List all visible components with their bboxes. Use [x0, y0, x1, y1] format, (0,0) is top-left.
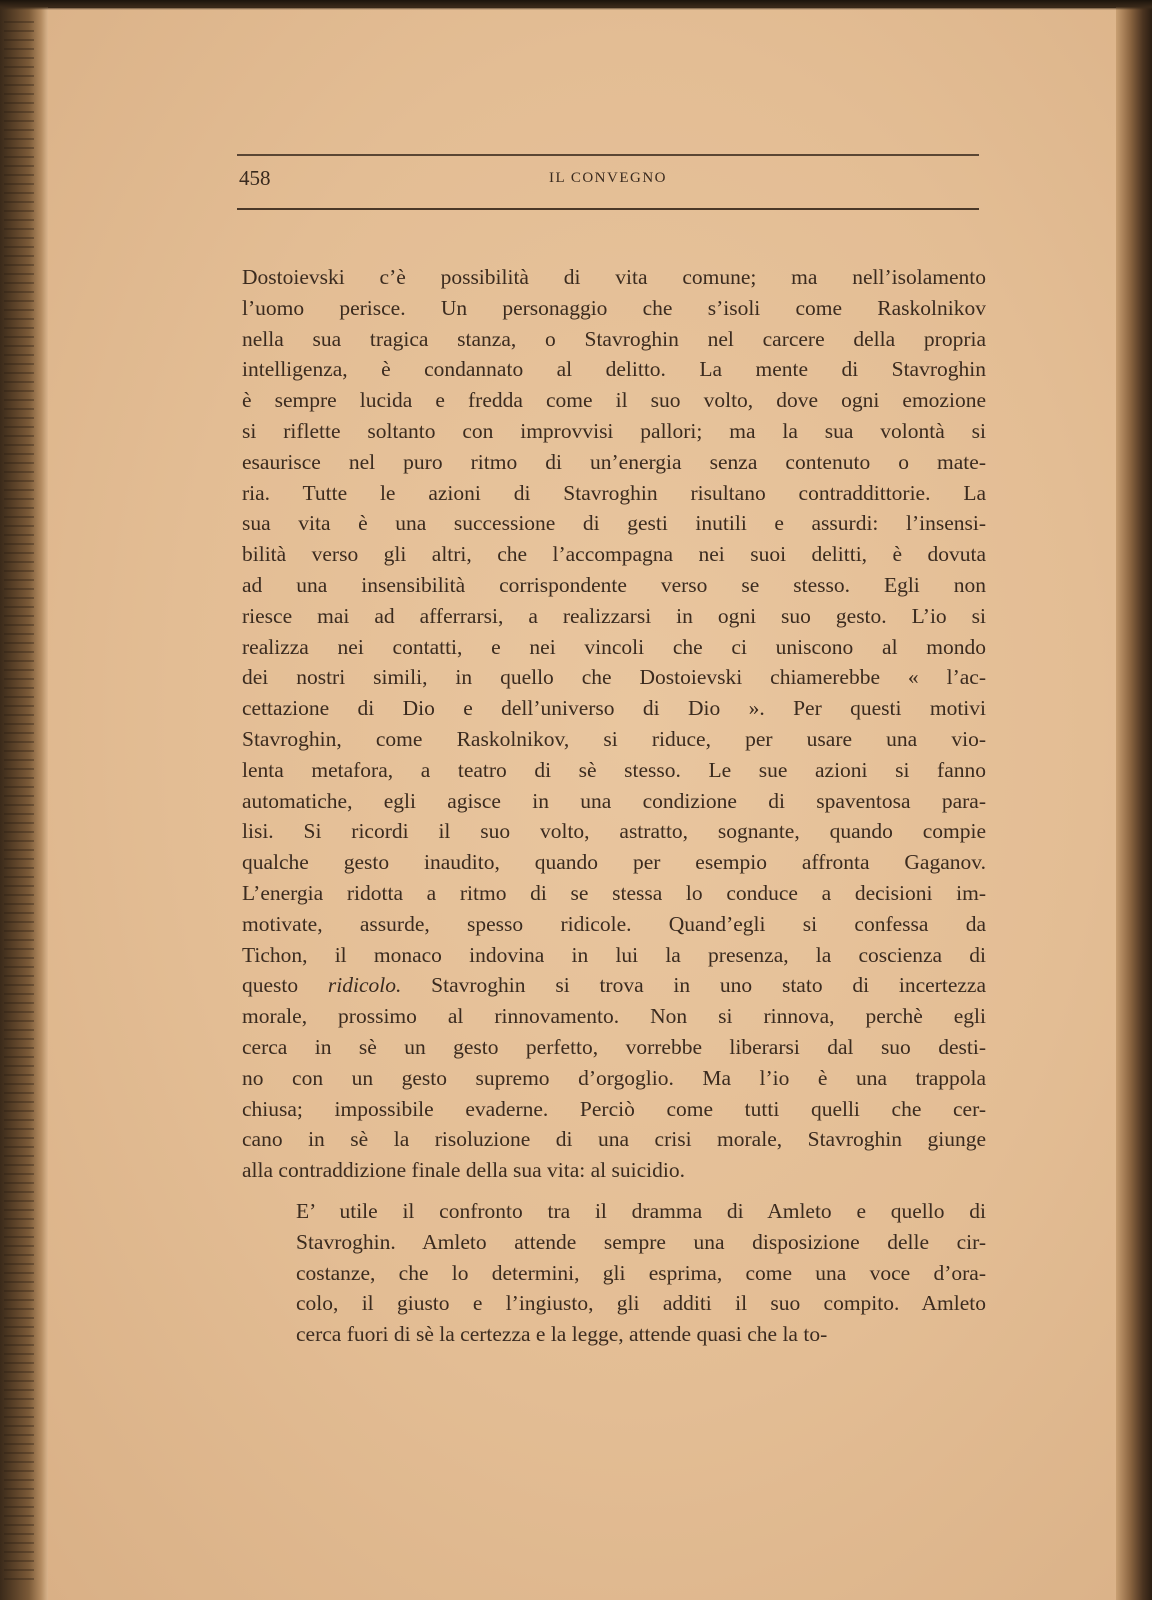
text-line: L’energia ridotta a ritmo di se stessa lo conduce a decisioni im- — [242, 880, 986, 905]
text-line: questo ridicolo. Stavroghin si trova in uno stato di incertezza — [242, 973, 986, 998]
text-line: cerca in sè un gesto perfetto, vorrebbe liberarsi dal suo desti- — [242, 1034, 986, 1059]
body-text — [242, 262, 986, 1350]
text-line: Stavroghin, come Raskolnikov, si riduce, per usare una vio- — [242, 726, 986, 751]
paragraph — [242, 262, 986, 1186]
text-line: Dostoievski c’è possibilità di vita comune; ma nell’isolamento — [242, 265, 986, 289]
text-line: sua vita è una successione di gesti inutili e assurdi: l’insensi- — [242, 511, 986, 536]
text-line: realizza nei contatti, e nei vincoli che ci uniscono al mondo — [242, 634, 986, 659]
text-line: colo, il giusto e l’ingiusto, gli additi il suo compito. Amleto — [296, 1291, 986, 1316]
header-rule-top — [237, 154, 979, 156]
header-rule-bottom — [237, 208, 979, 210]
text-line: Stavroghin. Amleto attende sempre una disposizione delle cir- — [296, 1229, 986, 1254]
text-line: costanze, che lo determini, gli esprima, come una voce d’ora- — [296, 1260, 986, 1285]
text-line: esaurisce nel puro ritmo di un’energia senza contenuto o mate- — [242, 449, 986, 474]
text-line: cettazione di Dio e dell’universo di Dio ». Per questi motivi — [242, 696, 986, 721]
text-line: cerca fuori di sè la certezza e la legge, attende quasi che la to- — [296, 1322, 828, 1347]
text-line: nella sua tragica stanza, o Stavroghin nel carcere della propria — [242, 326, 986, 351]
text-line: Tichon, il monaco indovina in lui la presenza, la coscienza di — [242, 942, 986, 967]
text-line: lenta metafora, a teatro di sè stesso. Le sue azioni si fanno — [242, 757, 986, 782]
binding-texture — [4, 20, 34, 1580]
text-line: alla contraddizione finale della sua vita: al suicidio. — [242, 1158, 685, 1183]
text-line: lisi. Si ricordi il suo volto, astratto, sognante, quando compie — [242, 819, 986, 844]
running-title: IL CONVEGNO — [548, 170, 667, 186]
text-line: l’uomo perisce. Un personaggio che s’isoli come Raskolnikov — [242, 295, 986, 320]
text-line: è sempre lucida e fredda come il suo volto, dove ogni emozione — [242, 388, 986, 413]
text-line: chiusa; impossibile evaderne. Perciò come tutti quelli che cer- — [242, 1096, 986, 1121]
paragraph — [242, 1196, 986, 1350]
text-line: intelligenza, è condannato al delitto. La mente di Stavroghin — [242, 357, 986, 382]
text-line: motivate, assurde, spesso ridicole. Quand’egli si confessa da — [242, 911, 986, 936]
text-line: ria. Tutte le azioni di Stavroghin risultano contraddittorie. La — [242, 480, 986, 505]
text-line: cano in sè la risoluzione di una crisi morale, Stavroghin giunge — [242, 1127, 986, 1152]
text-line: bilità verso gli altri, che l’accompagna nei suoi delitti, è dovuta — [242, 542, 986, 567]
text-line: automatiche, egli agisce in una condizione di spaventosa para- — [242, 788, 986, 813]
text-line: E’ utile il confronto tra il dramma di Amleto e quello di — [296, 1198, 986, 1223]
text-line: dei nostri simili, in quello che Dostoievski chiamerebbe « l’ac- — [242, 665, 986, 690]
text-line: morale, prossimo al rinnovamento. Non si rinnova, perchè egli — [242, 1004, 986, 1029]
page-edge-right — [1116, 0, 1152, 1600]
text-line: ad una insensibilità corrispondente verso se stesso. Egli non — [242, 572, 986, 597]
text-line: qualche gesto inaudito, quando per esempio affronta Gaganov. — [242, 850, 986, 875]
text-line: no con un gesto supremo d’orgoglio. Ma l’io è una trappola — [242, 1065, 986, 1090]
book-binding — [0, 0, 48, 1600]
text-line: si riflette soltanto con improvvisi pallori; ma la sua volontà si — [242, 418, 986, 443]
running-header — [237, 146, 979, 214]
page-number: 458 — [239, 166, 271, 190]
page-edge-top — [0, 0, 1152, 10]
text-line: riesce mai ad afferrarsi, a realizzarsi in ogni suo gesto. L’io si — [242, 603, 986, 628]
